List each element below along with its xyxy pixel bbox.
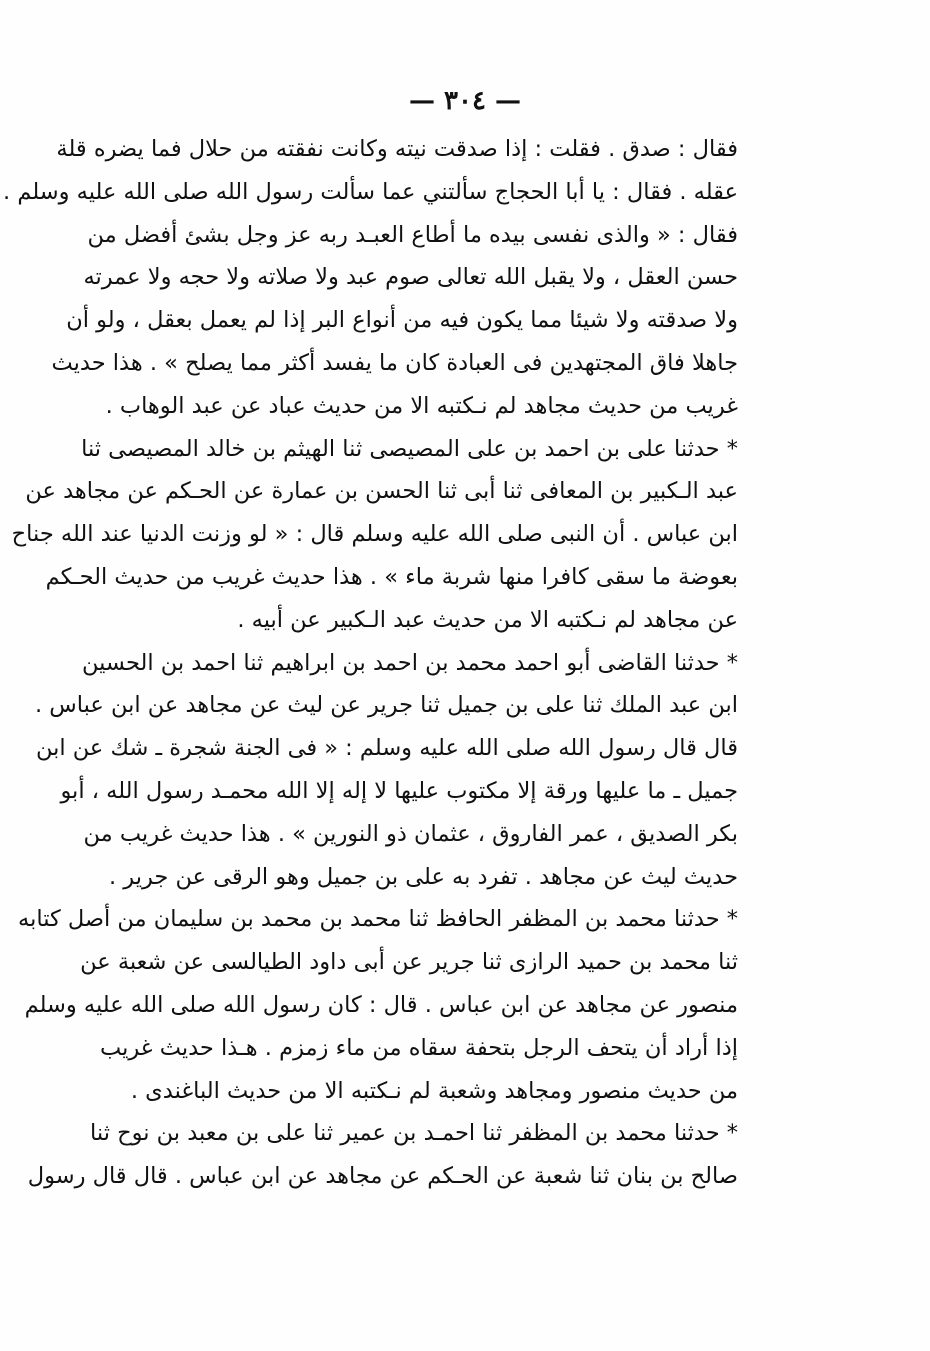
text-line: ولا صدقته ولا شيئا مما يكون فيه من أنواع البر إذا لم يعمل بعقل ، ولو أن bbox=[66, 307, 738, 334]
text-line: عن مجاهد لم نـكتبه الا من حديث عبد الـكبير عن أبيه . bbox=[237, 606, 738, 633]
text-line: من حديث منصور ومجاهد وشعبة لم نـكتبه الا من حديث الباغندى . bbox=[130, 1077, 738, 1104]
text-line: * حدثنا القاضى أبو احمد محمد بن احمد بن ابراهيم ثنا احمد بن الحسين bbox=[81, 649, 738, 676]
page-number: — ٣٠٤ — bbox=[408, 86, 522, 116]
text-line: فقال : صدق . فقلت : إذا صدقت نيته وكانت نفقته من حلال فما يضره قلة bbox=[56, 136, 738, 162]
text-line: حسن العقل ، ولا يقبل الله تعالى صوم عبد ولا صلاته ولا حجه ولا عمرته bbox=[83, 264, 738, 291]
text-line: ثنا محمد بن حميد الرازى ثنا جرير عن أبى داود الطيالسى عن شعبة عن bbox=[80, 949, 738, 976]
text-line: جاهلا فاق المجتهدين فى العبادة كان ما يفسد أكثر مما يصلح » . هذا حديث bbox=[51, 349, 738, 376]
text-line: ابن عباس . أن النبى صلى الله عليه وسلم قال : « لو وزنت الدنيا عند الله جناح bbox=[11, 521, 738, 548]
text-line: * حدثنا محمد بن المظفر الحافظ ثنا محمد بن محمد بن سليمان من أصل كتابه bbox=[18, 906, 738, 933]
text-line: عبد الـكبير بن المعافى ثنا أبى ثنا الحسن بن عمارة عن الحـكم عن مجاهد عن bbox=[25, 478, 738, 505]
text-line: * حدثنا على بن احمد بن على المصيصى ثنا الهيثم بن خالد المصيصى ثنا bbox=[81, 435, 738, 462]
text-line: قال قال رسول الله صلى الله عليه وسلم : « فى الجنة شجرة ـ شك عن ابن bbox=[36, 735, 738, 762]
text-line: فقال : « والذى نفسى بيده ما أطاع العبـد ربه عز وجل بشئ أفضل من bbox=[87, 221, 738, 248]
text-line: إذا أراد أن يتحف الرجل بتحفة سقاه من ماء زمزم . هـذا حديث غريب bbox=[100, 1034, 738, 1061]
text-line: بكر الصديق ، عمر الفاروق ، عثمان ذو النورين » . هذا حديث غريب من bbox=[83, 820, 738, 847]
text-line: عقله . فقال : يا أبا الحجاج سألتني عما سألت رسول الله صلى الله عليه وسلم . bbox=[3, 178, 738, 205]
text-line: جميل ـ ما عليها ورقة إلا مكتوب عليها لا إله إلا الله محمـد رسول الله ، أبو bbox=[60, 777, 738, 804]
body-text bbox=[3, 128, 738, 1198]
text-line: * حدثنا محمد بن المظفر ثنا احمـد بن عمير ثنا على بن معبد بن نوح ثنا bbox=[90, 1120, 738, 1147]
text-line: ابن عبد الملك ثنا على بن جميل ثنا جرير عن ليث عن مجاهد عن ابن عباس . bbox=[34, 692, 738, 719]
text-line: حديث ليث عن مجاهد . تفرد به على بن جميل وهو الرقى عن جرير . bbox=[108, 863, 738, 890]
text-line: صالح بن بنان ثنا شعبة عن الحـكم عن مجاهد عن ابن عباس . قال قال رسول bbox=[27, 1163, 738, 1190]
text-line: بعوضة ما سقى كافرا منها شربة ماء » . هذا حديث غريب من حديث الحـكم bbox=[45, 563, 738, 590]
text-line: منصور عن مجاهد عن ابن عباس . قال : كان رسول الله صلى الله عليه وسلم bbox=[24, 991, 738, 1018]
text-line: غريب من حديث مجاهد لم نـكتبه الا من حديث عباد عن عبد الوهاب . bbox=[105, 392, 738, 419]
